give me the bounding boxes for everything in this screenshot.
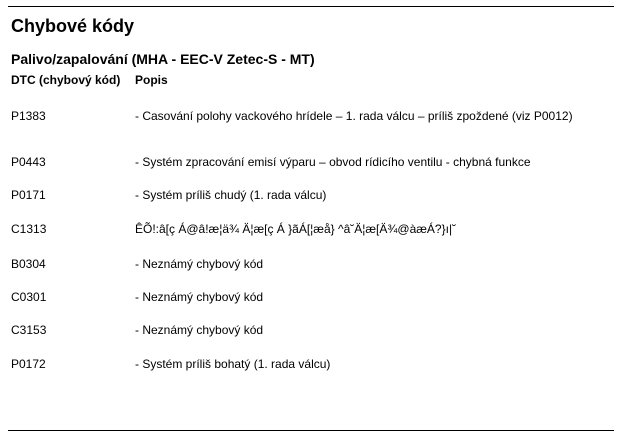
dtc-description: - Systém zpracování emisí výparu – obvod rídicího ventilu - chybná funkce xyxy=(135,155,531,169)
page-title: Chybové kódy xyxy=(11,16,135,36)
dtc-description: - Neznámý chybový kód xyxy=(135,257,264,271)
dtc-description: - Neznámý chybový kód xyxy=(135,323,264,337)
dtc-description: - Neznámý chybový kód xyxy=(135,290,264,304)
dtc-code: C0301 xyxy=(11,290,47,304)
dtc-code: C1313 xyxy=(11,222,47,236)
column-header-code: DTC (chybový kód) xyxy=(11,73,121,87)
dtc-description: - Casování polohy vackového hrídele – 1. rada válcu – príliš zpoždené (viz P0012) xyxy=(135,109,573,123)
dtc-code: P0443 xyxy=(11,155,46,169)
dtc-description: - Systém príliš chudý (1. rada válcu) xyxy=(135,188,327,202)
bottom-divider xyxy=(8,430,614,431)
dtc-description: - Systém príliš bohatý (1. rada válcu) xyxy=(135,357,331,371)
dtc-code: P1383 xyxy=(11,109,46,123)
column-header-description: Popis xyxy=(135,73,168,87)
top-divider xyxy=(8,6,614,7)
dtc-description: ÊÕ!:â[ç Á@â!æ¦ä¾ Ä¦æ[ç Á }ãÁ[¦æå} ^â˘Ä¦æ[Ä¾@àæÁ?}ı|˘ xyxy=(135,222,457,236)
dtc-code: P0172 xyxy=(11,357,46,371)
dtc-code: C3153 xyxy=(11,323,47,337)
dtc-code: B0304 xyxy=(11,257,46,271)
dtc-code: P0171 xyxy=(11,188,46,202)
section-subtitle: Palivo/zapalování (MHA - EEC-V Zetec-S - MT) xyxy=(11,51,315,67)
